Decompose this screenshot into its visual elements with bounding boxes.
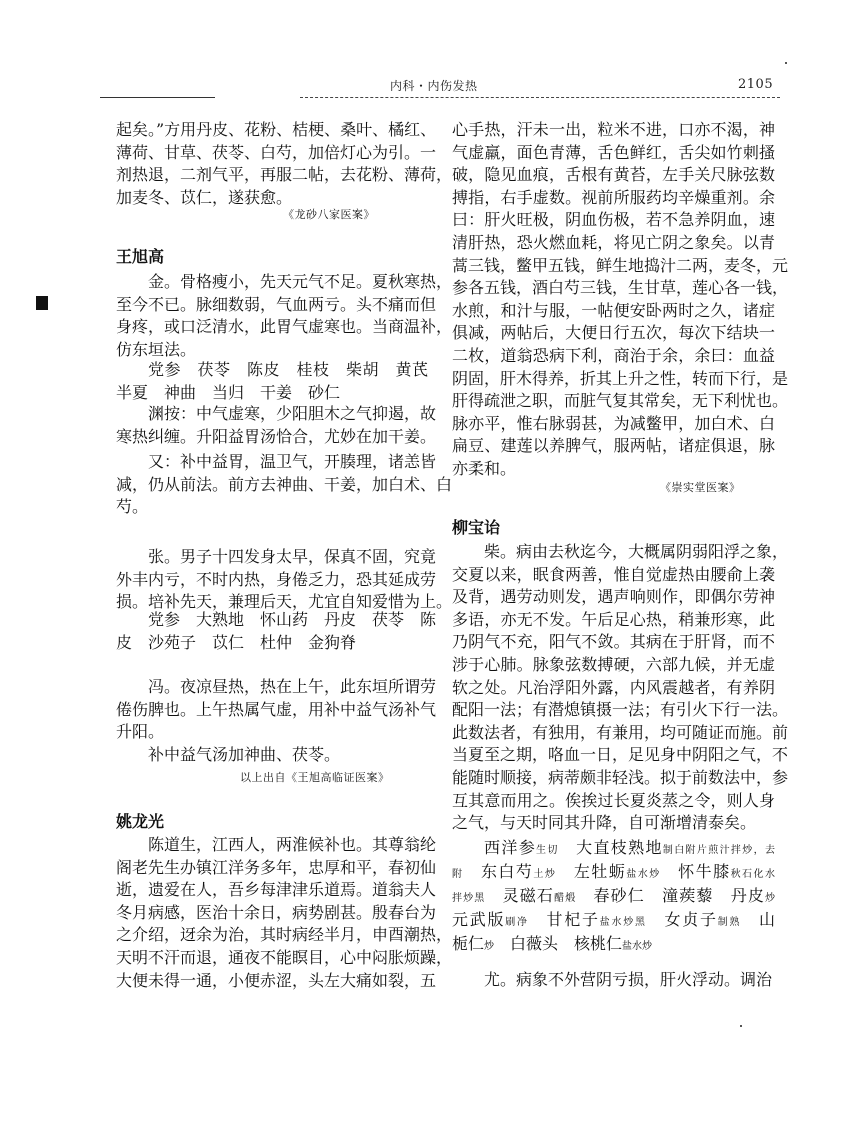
text-line: 党参 茯苓 陈皮 桂枝 柴胡 黄芪 <box>148 360 428 379</box>
text-line: 加麦冬、苡仁，遂获愈。 <box>116 187 293 207</box>
herb-preparation-note: 盐水炒 <box>622 941 653 952</box>
source-citation: 《龙砂八家医案》 <box>283 208 375 221</box>
text-line: 金。骨格瘦小，先天元气不足。夏秋寒热， <box>148 272 453 291</box>
herb-name: 灵磁石 <box>485 886 555 905</box>
header-rule <box>100 97 215 98</box>
text-line <box>452 909 775 933</box>
text-line: 减，仍从前法。前方去神曲、干姜，加白术、白 <box>116 474 453 494</box>
header-rule-dashed <box>300 97 780 98</box>
case-paragraph <box>116 834 453 992</box>
herb-name: 春砂仁 潼蒺藜 丹皮 <box>576 886 765 905</box>
text-line: 之介绍，迓余为治，其时病经半月，申酉潮热， <box>116 925 453 945</box>
case-paragraph <box>452 541 789 835</box>
case-paragraph <box>116 546 453 614</box>
text-line: 破，隐见血痕，舌根有黄苔，左手关尺脉弦数 <box>452 165 775 185</box>
text-line: 蒿三钱，鳖甲五钱，鲜生地捣汁二两，麦冬，元 <box>452 255 789 275</box>
text-line: 软之处。凡治浮阳外露，内风震越者，有养阴 <box>452 677 775 697</box>
text-line: 此数法者，有独用，有兼用，均可随证而施。前 <box>452 722 789 742</box>
text-line: 能随时顺接，病蒂颇非轻浅。拟于前数法中，参 <box>452 767 789 787</box>
source-citation: 以上出自《王旭高临证医案》 <box>240 771 390 784</box>
herb-preparation-note: 炒 <box>765 893 775 904</box>
text-line: 之气，与天时同其升降，自可渐增清泰矣。 <box>452 813 757 833</box>
text-line: 清肝热，恐火燃血耗，将见亡阴之象矣。以青 <box>452 232 775 252</box>
herb-name: 甘杞子 <box>528 910 600 929</box>
text-line: 亦柔和。 <box>452 458 517 478</box>
margin-mark <box>36 296 48 310</box>
text-line <box>452 861 775 885</box>
herb-name: 左牡蛎 <box>556 862 627 881</box>
herb-preparation-note: 炒 <box>484 941 495 952</box>
text-line: 多语，亦无不发。午后足心热，稍兼形寒，此 <box>452 609 775 629</box>
herb-name: 东白芍 <box>463 862 534 881</box>
case-paragraph <box>452 969 775 992</box>
text-line: 俱减，两帖后，大便日行五次，每次下结块一 <box>452 323 775 343</box>
herb-preparation-note: 秋石化水 <box>730 869 776 880</box>
herb-name: 怀牛膝 <box>660 862 731 881</box>
herb-name: 西洋参 <box>484 838 537 857</box>
text-line: 皮 沙苑子 苡仁 杜仲 金狗脊 <box>116 632 357 652</box>
text-line: 薄荷、甘草、茯苓、白芍，加倍灯心为引。一 <box>116 142 437 162</box>
text-line: 气虚羸，面色青薄，舌色鲜红，舌尖如竹刺搔 <box>452 142 775 162</box>
text-line: 党参 大熟地 怀山药 丹皮 茯苓 陈 <box>148 610 437 629</box>
text-line: 半夏 神曲 当归 干姜 砂仁 <box>116 382 341 402</box>
section-heading: 柳宝诒 <box>452 518 501 537</box>
section-heading: 姚龙光 <box>116 812 165 831</box>
herb-name: 山 <box>741 910 775 929</box>
herb-preparation-note: 盐水炒黑 <box>599 917 647 928</box>
text-line: 及背，遇劳动则发，遇声响则作，即偶尔劳神 <box>452 587 775 607</box>
prescription <box>116 359 428 404</box>
prescription <box>452 837 775 957</box>
herb-preparation-note: 制白附片煎汁拌炒，去 <box>662 845 775 856</box>
herb-preparation-note: 醋煅 <box>554 893 577 904</box>
text-line: 曰：肝火旺极，阴血伤极，若不急养阴血，速 <box>452 210 775 230</box>
herb-name: 白薇头 核桃仁 <box>494 934 623 953</box>
text-line: 参各五钱，酒白芍三钱，生甘草，莲心各一钱， <box>452 278 789 298</box>
herb-preparation-note: 附 <box>452 869 464 880</box>
text-line: 至今不已。脉细数弱，气血两亏。头不痛而但 <box>116 294 437 314</box>
text-line: 肝得疏泄之职，而脏气复其常矣，无下利忧也。 <box>452 391 789 411</box>
followup-paragraph <box>116 451 453 519</box>
herb-preparation-note: 生切 <box>536 845 559 856</box>
text-line <box>452 837 775 861</box>
text-line: 剂热退，二剂气平，再服二帖，去花粉、薄荷， <box>116 165 453 185</box>
text-line: 天明不汗而退，通夜不能瞑目，心中闷胀烦躁， <box>116 947 453 967</box>
herb-preparation-note: 制熟 <box>717 917 742 928</box>
text-line: 陈道生，江西人，两淮候补也。其尊翁纶 <box>148 835 437 854</box>
section-heading: 王旭高 <box>116 247 165 266</box>
herb-name: 栀仁 <box>452 934 485 953</box>
text-line: 尤。病象不外营阴亏损，肝火浮动。调治 <box>484 970 773 989</box>
text-line: 损。培补先天，兼理后天，尤宜自知爱惜为上。 <box>116 592 453 612</box>
case-paragraph <box>116 271 453 361</box>
text-line: 搏指，右手虚数。视前所服药均辛燥重剂。余 <box>452 187 775 207</box>
text-line: 互其意而用之。俟挨过长夏炎蒸之令，则人身 <box>452 790 775 810</box>
text-line: 水煎，和汁与服，一帖便安卧两时之久，诸症 <box>452 300 775 320</box>
herb-preparation-note: 盐水炒 <box>626 869 661 880</box>
source-citation: 《崇实堂医案》 <box>660 481 741 494</box>
paragraph <box>116 119 453 209</box>
herb-preparation-note: 刷净 <box>505 917 529 928</box>
text-line: 仿东垣法。 <box>116 339 197 359</box>
text-line: 涉于心肺。脉象弦数搏硬，六部九候，并无虚 <box>452 654 775 674</box>
case-paragraph <box>116 676 437 744</box>
text-line: 扁豆、建莲以养脾气，服两帖，诸症俱退，脉 <box>452 436 775 456</box>
herb-name: 女贞子 <box>646 910 718 929</box>
text-line: 升阳。 <box>116 722 165 742</box>
text-line: 身疼，或口泛清水，此胃气虚寒也。当商温补， <box>116 317 453 337</box>
text-line: 起矣。”方用丹皮、花粉、桔梗、桑叶、橘红、 <box>116 120 437 139</box>
text-line: 阁老先生办镇江洋务多年，忠厚和平，春初仙 <box>116 857 437 877</box>
text-line: 逝，遗爱在人，吾乡每津津乐道焉。道翁夫人 <box>116 880 437 900</box>
prescription <box>116 744 428 767</box>
text-line: 补中益气汤加神曲、茯苓。 <box>148 745 341 764</box>
paragraph <box>452 119 789 481</box>
text-line <box>452 885 775 909</box>
text-line: 当夏至之期，咯血一日，足见身中阴阳之气，不 <box>452 745 789 765</box>
text-line: 又：补中益胃，温卫气，开腠理，诸恙皆 <box>148 452 437 471</box>
text-line: 交夏以来，眠食两善，惟自觉虚热由腰俞上袭 <box>452 564 775 584</box>
text-line: 冯。夜凉昼热，热在上午，此东垣所谓劳 <box>148 677 437 696</box>
text-line: 阴固，肝木得养，折其上升之性，转而下行，是 <box>452 368 789 388</box>
text-line: 脉亦平，惟右脉弱甚，为减鳖甲，加白术、白 <box>452 413 775 433</box>
prescription <box>116 609 437 654</box>
scan-speck <box>785 62 787 64</box>
herb-preparation-note: 拌炒黑 <box>452 893 486 904</box>
herb-preparation-note: 土炒 <box>533 869 557 880</box>
text-line: 二枚，道翁恐病下利，商治于余，余曰：血益 <box>452 345 775 365</box>
herb-name: 大直枝熟地 <box>558 838 663 857</box>
herb-name: 元武版 <box>452 910 506 929</box>
text-line: 外丰内亏，不时内热，身倦乏力，恐其延成劳 <box>116 569 437 589</box>
text-line: 大便未得一通，小便赤涩，头左大痛如裂，五 <box>116 970 437 990</box>
text-line: 柴。病由去秋迄今，大概属阴弱阳浮之象， <box>484 542 789 561</box>
text-line: 渊按：中气虚寒，少阳胆木之气抑遏，故 <box>148 404 437 423</box>
text-line: 乃阴气不充，阳气不敛。其病在于肝肾，而不 <box>452 632 775 652</box>
text-line <box>452 933 775 957</box>
scan-speck <box>740 1025 742 1027</box>
page-number: 2105 <box>738 77 774 92</box>
running-header-section: 内科・内伤发热 <box>390 79 478 93</box>
text-line: 冬月病感，医治十余日，病势剧甚。殷春台为 <box>116 902 437 922</box>
text-line: 配阳一法；有潜熄镇摄一法；有引火下行一法。 <box>452 700 789 720</box>
text-line: 心手热，汗未一出，粒米不进，口亦不渴，神 <box>452 120 775 139</box>
text-line: 张。男子十四发身太早，保真不固，究竟 <box>148 547 437 566</box>
text-line: 寒热纠缠。升阳益胃汤恰合，尤妙在加干姜。 <box>116 426 437 446</box>
commentary-paragraph <box>116 403 437 448</box>
text-line: 倦伤脾也。上午热属气虚，用补中益气汤补气 <box>116 699 437 719</box>
text-line: 芍。 <box>116 497 149 517</box>
